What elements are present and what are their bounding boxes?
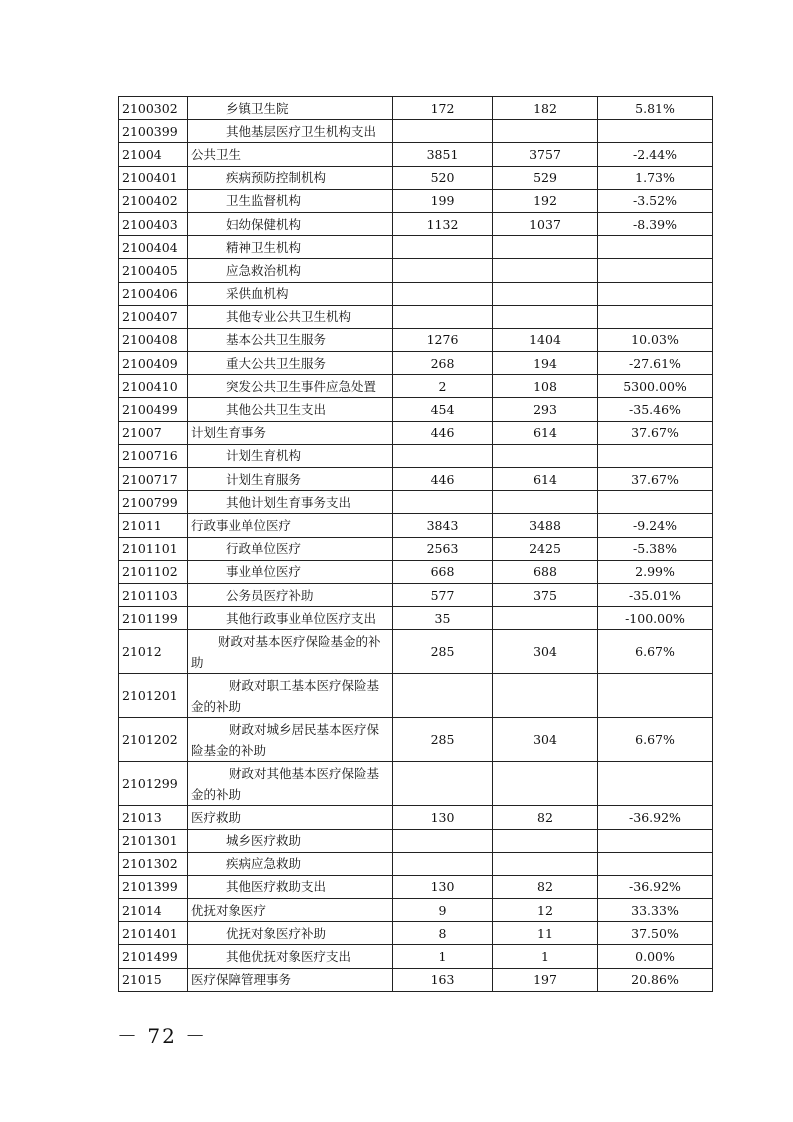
- current-amount-cell: [493, 259, 598, 282]
- change-percent-cell: -36.92%: [598, 806, 713, 829]
- budget-table-body: [119, 97, 713, 992]
- current-amount-cell: 12: [493, 899, 598, 922]
- change-percent-cell: -36.92%: [598, 875, 713, 898]
- change-percent-cell: [598, 120, 713, 143]
- change-percent-cell: 6.67%: [598, 718, 713, 762]
- change-percent-cell: 10.03%: [598, 328, 713, 351]
- current-amount-cell: 304: [493, 630, 598, 674]
- prior-amount-cell: 3843: [393, 514, 493, 537]
- prior-amount-cell: [393, 762, 493, 806]
- account-name-cell: 重大公共卫生服务: [188, 352, 393, 375]
- prior-amount-cell: [393, 305, 493, 328]
- prior-amount-cell: 130: [393, 806, 493, 829]
- account-name-cell: 精神卫生机构: [188, 236, 393, 259]
- account-name-cell: 其他行政事业单位医疗支出: [188, 607, 393, 630]
- change-percent-cell: -35.01%: [598, 583, 713, 606]
- account-name-cell: 计划生育事务: [188, 421, 393, 444]
- prior-amount-cell: 668: [393, 560, 493, 583]
- change-percent-cell: -2.44%: [598, 143, 713, 166]
- prior-amount-cell: 172: [393, 97, 493, 120]
- account-name-cell: 妇幼保健机构: [188, 212, 393, 235]
- account-name-cell: 基本公共卫生服务: [188, 328, 393, 351]
- table-row: [119, 922, 713, 945]
- account-name-cell: 卫生监督机构: [188, 189, 393, 212]
- change-percent-cell: [598, 762, 713, 806]
- table-row: [119, 875, 713, 898]
- page-number: － 72 －: [117, 1024, 208, 1048]
- account-code-cell: 2101499: [119, 945, 188, 968]
- table-row: [119, 143, 713, 166]
- budget-table: [118, 96, 713, 992]
- table-row: [119, 560, 713, 583]
- current-amount-cell: 182: [493, 97, 598, 120]
- account-code-cell: 2101202: [119, 718, 188, 762]
- prior-amount-cell: [393, 674, 493, 718]
- prior-amount-cell: [393, 491, 493, 514]
- prior-amount-cell: 454: [393, 398, 493, 421]
- current-amount-cell: 375: [493, 583, 598, 606]
- table-row: [119, 806, 713, 829]
- account-name-cell: 计划生育服务: [188, 468, 393, 491]
- account-name-cell: 其他公共卫生支出: [188, 398, 393, 421]
- current-amount-cell: 614: [493, 468, 598, 491]
- change-percent-cell: -9.24%: [598, 514, 713, 537]
- change-percent-cell: [598, 491, 713, 514]
- table-row: [119, 718, 713, 762]
- change-percent-cell: [598, 829, 713, 852]
- change-percent-cell: 37.67%: [598, 421, 713, 444]
- account-code-cell: 21015: [119, 968, 188, 991]
- table-row: [119, 282, 713, 305]
- account-code-cell: 21014: [119, 899, 188, 922]
- change-percent-cell: 6.67%: [598, 630, 713, 674]
- change-percent-cell: 1.73%: [598, 166, 713, 189]
- account-code-cell: 2101399: [119, 875, 188, 898]
- prior-amount-cell: 268: [393, 352, 493, 375]
- prior-amount-cell: 1132: [393, 212, 493, 235]
- current-amount-cell: 1037: [493, 212, 598, 235]
- account-code-cell: 21013: [119, 806, 188, 829]
- table-row: [119, 120, 713, 143]
- account-code-cell: 2101302: [119, 852, 188, 875]
- prior-amount-cell: [393, 259, 493, 282]
- prior-amount-cell: [393, 444, 493, 467]
- account-code-cell: 2101301: [119, 829, 188, 852]
- account-name-cell: 其他计划生育事务支出: [188, 491, 393, 514]
- current-amount-cell: [493, 674, 598, 718]
- account-code-cell: 2100499: [119, 398, 188, 421]
- account-code-cell: 2101101: [119, 537, 188, 560]
- current-amount-cell: 192: [493, 189, 598, 212]
- change-percent-cell: 5300.00%: [598, 375, 713, 398]
- account-name-cell: 突发公共卫生事件应急处置: [188, 375, 393, 398]
- current-amount-cell: [493, 829, 598, 852]
- prior-amount-cell: [393, 236, 493, 259]
- account-code-cell: 2101401: [119, 922, 188, 945]
- current-amount-cell: 614: [493, 421, 598, 444]
- table-row: [119, 491, 713, 514]
- current-amount-cell: [493, 305, 598, 328]
- account-code-cell: 2100716: [119, 444, 188, 467]
- current-amount-cell: 3488: [493, 514, 598, 537]
- current-amount-cell: 304: [493, 718, 598, 762]
- table-row: [119, 852, 713, 875]
- table-row: [119, 630, 713, 674]
- account-name-cell: 行政单位医疗: [188, 537, 393, 560]
- change-percent-cell: 2.99%: [598, 560, 713, 583]
- table-row: [119, 328, 713, 351]
- prior-amount-cell: 2: [393, 375, 493, 398]
- table-row: [119, 421, 713, 444]
- prior-amount-cell: 130: [393, 875, 493, 898]
- account-code-cell: 2101103: [119, 583, 188, 606]
- account-name-cell: 医疗救助: [188, 806, 393, 829]
- table-row: [119, 444, 713, 467]
- prior-amount-cell: 3851: [393, 143, 493, 166]
- account-code-cell: 2101201: [119, 674, 188, 718]
- current-amount-cell: 194: [493, 352, 598, 375]
- table-row: [119, 945, 713, 968]
- account-code-cell: 2101102: [119, 560, 188, 583]
- account-code-cell: 2101199: [119, 607, 188, 630]
- current-amount-cell: 688: [493, 560, 598, 583]
- table-row: [119, 375, 713, 398]
- current-amount-cell: [493, 120, 598, 143]
- table-row: [119, 468, 713, 491]
- prior-amount-cell: 285: [393, 630, 493, 674]
- account-name-cell: 采供血机构: [188, 282, 393, 305]
- current-amount-cell: 82: [493, 806, 598, 829]
- account-name-cell: 医疗保障管理事务: [188, 968, 393, 991]
- table-row: [119, 537, 713, 560]
- table-row: [119, 212, 713, 235]
- table-row: [119, 899, 713, 922]
- account-code-cell: 2100403: [119, 212, 188, 235]
- change-percent-cell: -3.52%: [598, 189, 713, 212]
- prior-amount-cell: 35: [393, 607, 493, 630]
- account-name-cell: 计划生育机构: [188, 444, 393, 467]
- account-name-cell: 公务员医疗补助: [188, 583, 393, 606]
- change-percent-cell: [598, 282, 713, 305]
- account-name-cell: 财政对其他基本医疗保险基金的补助: [188, 762, 393, 806]
- table-row: [119, 829, 713, 852]
- account-code-cell: 2100407: [119, 305, 188, 328]
- account-name-cell: 疾病应急救助: [188, 852, 393, 875]
- account-name-cell: 城乡医疗救助: [188, 829, 393, 852]
- change-percent-cell: -27.61%: [598, 352, 713, 375]
- change-percent-cell: 0.00%: [598, 945, 713, 968]
- table-row: [119, 259, 713, 282]
- prior-amount-cell: 199: [393, 189, 493, 212]
- table-row: [119, 166, 713, 189]
- table-row: [119, 514, 713, 537]
- account-name-cell: 其他优抚对象医疗支出: [188, 945, 393, 968]
- current-amount-cell: [493, 491, 598, 514]
- current-amount-cell: [493, 444, 598, 467]
- account-name-cell: 疾病预防控制机构: [188, 166, 393, 189]
- account-name-cell: 优抚对象医疗: [188, 899, 393, 922]
- account-name-cell: 其他基层医疗卫生机构支出: [188, 120, 393, 143]
- prior-amount-cell: 446: [393, 421, 493, 444]
- change-percent-cell: 33.33%: [598, 899, 713, 922]
- current-amount-cell: [493, 607, 598, 630]
- current-amount-cell: [493, 236, 598, 259]
- current-amount-cell: 1: [493, 945, 598, 968]
- change-percent-cell: 37.50%: [598, 922, 713, 945]
- table-row: [119, 607, 713, 630]
- account-name-cell: 应急救治机构: [188, 259, 393, 282]
- account-code-cell: 2100409: [119, 352, 188, 375]
- account-code-cell: 21004: [119, 143, 188, 166]
- account-code-cell: 2100717: [119, 468, 188, 491]
- account-name-cell: 财政对城乡居民基本医疗保险基金的补助: [188, 718, 393, 762]
- account-code-cell: 2100410: [119, 375, 188, 398]
- change-percent-cell: [598, 674, 713, 718]
- account-name-cell: 行政事业单位医疗: [188, 514, 393, 537]
- account-name-cell: 财政对基本医疗保险基金的补助: [188, 630, 393, 674]
- account-code-cell: 2100404: [119, 236, 188, 259]
- table-row: [119, 398, 713, 421]
- table-row: [119, 189, 713, 212]
- account-code-cell: 2100401: [119, 166, 188, 189]
- current-amount-cell: 293: [493, 398, 598, 421]
- account-name-cell: 乡镇卫生院: [188, 97, 393, 120]
- current-amount-cell: [493, 282, 598, 305]
- table-row: [119, 762, 713, 806]
- table-row: [119, 352, 713, 375]
- change-percent-cell: [598, 305, 713, 328]
- change-percent-cell: -8.39%: [598, 212, 713, 235]
- prior-amount-cell: 577: [393, 583, 493, 606]
- account-name-cell: 公共卫生: [188, 143, 393, 166]
- change-percent-cell: -100.00%: [598, 607, 713, 630]
- prior-amount-cell: 2563: [393, 537, 493, 560]
- current-amount-cell: 529: [493, 166, 598, 189]
- change-percent-cell: 37.67%: [598, 468, 713, 491]
- change-percent-cell: [598, 259, 713, 282]
- account-code-cell: 21011: [119, 514, 188, 537]
- table-row: [119, 968, 713, 991]
- account-name-cell: 其他医疗救助支出: [188, 875, 393, 898]
- prior-amount-cell: 446: [393, 468, 493, 491]
- current-amount-cell: 2425: [493, 537, 598, 560]
- table-row: [119, 583, 713, 606]
- account-name-cell: 优抚对象医疗补助: [188, 922, 393, 945]
- account-code-cell: 2100799: [119, 491, 188, 514]
- prior-amount-cell: [393, 852, 493, 875]
- change-percent-cell: -35.46%: [598, 398, 713, 421]
- current-amount-cell: 108: [493, 375, 598, 398]
- current-amount-cell: 1404: [493, 328, 598, 351]
- current-amount-cell: [493, 852, 598, 875]
- current-amount-cell: 11: [493, 922, 598, 945]
- prior-amount-cell: 1276: [393, 328, 493, 351]
- change-percent-cell: [598, 444, 713, 467]
- current-amount-cell: 197: [493, 968, 598, 991]
- change-percent-cell: 20.86%: [598, 968, 713, 991]
- table-row: [119, 97, 713, 120]
- account-code-cell: 21012: [119, 630, 188, 674]
- table-row: [119, 305, 713, 328]
- account-code-cell: 2100302: [119, 97, 188, 120]
- change-percent-cell: [598, 852, 713, 875]
- change-percent-cell: 5.81%: [598, 97, 713, 120]
- account-code-cell: 21007: [119, 421, 188, 444]
- change-percent-cell: -5.38%: [598, 537, 713, 560]
- account-code-cell: 2100402: [119, 189, 188, 212]
- account-code-cell: 2100399: [119, 120, 188, 143]
- prior-amount-cell: 9: [393, 899, 493, 922]
- prior-amount-cell: 520: [393, 166, 493, 189]
- account-code-cell: 2100406: [119, 282, 188, 305]
- current-amount-cell: 82: [493, 875, 598, 898]
- change-percent-cell: [598, 236, 713, 259]
- current-amount-cell: [493, 762, 598, 806]
- account-code-cell: 2100405: [119, 259, 188, 282]
- account-name-cell: 其他专业公共卫生机构: [188, 305, 393, 328]
- prior-amount-cell: 163: [393, 968, 493, 991]
- prior-amount-cell: 1: [393, 945, 493, 968]
- table-row: [119, 674, 713, 718]
- account-code-cell: 2101299: [119, 762, 188, 806]
- prior-amount-cell: [393, 282, 493, 305]
- prior-amount-cell: 8: [393, 922, 493, 945]
- account-name-cell: 事业单位医疗: [188, 560, 393, 583]
- account-code-cell: 2100408: [119, 328, 188, 351]
- prior-amount-cell: [393, 120, 493, 143]
- prior-amount-cell: 285: [393, 718, 493, 762]
- prior-amount-cell: [393, 829, 493, 852]
- current-amount-cell: 3757: [493, 143, 598, 166]
- table-row: [119, 236, 713, 259]
- account-name-cell: 财政对职工基本医疗保险基金的补助: [188, 674, 393, 718]
